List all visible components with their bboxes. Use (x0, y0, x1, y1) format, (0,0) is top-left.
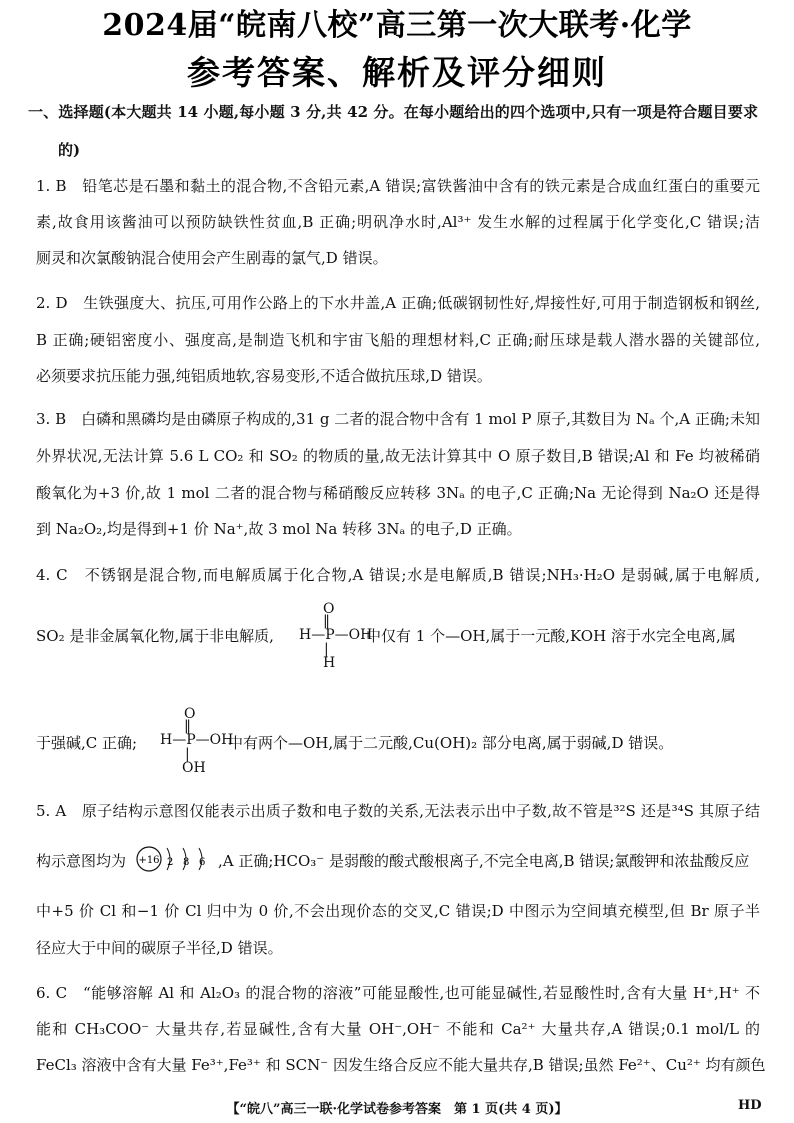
q6-line1: 6. C “能够溶解 Al 和 Al₂O₃ 的混合物的溶液”可能显酸性,也可能显碱性,若显酸性时,含有大量 H⁺,H⁺ 不 (36, 984, 760, 1002)
q2-line3: 必须要求抗压能力强,纯铝质地软,容易变形,不适合做抗压球,D 错误。 (36, 367, 492, 385)
q3-line4: 到 Na₂O₂,均是得到+1 价 Na⁺,故 3 mol Na 转移 3Nₐ 的电子,D 正确。 (36, 520, 522, 538)
struct2-top-o: O (184, 706, 196, 722)
section-heading: 一、选择题(本大题共 14 小题,每小题 3 分,共 42 分。在每小题给出的四个选项中,只有一项是符合题目要求 (28, 103, 758, 121)
q5-line4: 径应大于中间的碳原子半径,D 错误。 (36, 939, 283, 957)
q1-line2: 素,故食用该酱油可以预防缺铁性贫血,B 正确;明矾净水时,Al³⁺ 发生水解的过程属于化学变化,C 错误;洁 (36, 213, 760, 231)
struct2-double-bond: ‖ (184, 718, 191, 734)
q4-line2-post: 中仅有 1 个—OH,属于一元酸,KOH 溶于水完全电离,属 (366, 627, 736, 645)
struct1-bottom-h: H (323, 655, 336, 671)
title-line2: 参考答案、解析及评分细则 (187, 53, 607, 92)
q1-line1: 1. B 铅笔芯是石墨和黏土的混合物,不含铅元素,A 错误;富铁酱油中含有的铁元素是合成血红蛋白的重要元 (36, 177, 760, 195)
section-heading-cont: 的) (58, 141, 81, 159)
q6-line3: FeCl₃ 溶液中含有大量 Fe³⁺,Fe³⁺ 和 SCN⁻ 因发生络合反应不能大量共存,B 错误;虽然 Fe²⁺、Cu²⁺ 均有颜色 (36, 1056, 766, 1074)
struct2-main-chain: H—P—OH (160, 732, 234, 748)
q5-line3: 中+5 价 Cl 和−1 价 Cl 归中为 0 价,不会出现价态的交叉,C 错误;D 中图示为空间填充模型,但 Br 原子半 (36, 902, 760, 920)
shell-2-electrons: 8 (183, 857, 190, 868)
q5-line2-post: ,A 正确;HCO₃⁻ 是弱酸的酸式酸根离子,不完全电离,B 错误;氯酸钾和浓盐酸反应 (218, 852, 750, 870)
struct1-main-chain: H—P—OH (299, 627, 373, 643)
q3-line3: 酸氧化为+3 价,故 1 mol 二者的混合物与稀硝酸反应转移 3Nₐ 的电子,C 正确;Na 无论得到 Na₂O 还是得 (36, 484, 760, 502)
nucleus-charge: +16 (138, 855, 160, 866)
q2-line2: B 正确;硬铝密度小、强度高,是制造飞机和宇宙飞船的理想材料,C 正确;耐压球是载人潜水器的关键部位, (36, 331, 760, 349)
shell-3-electrons: 6 (199, 857, 206, 868)
struct1-double-bond: ‖ (323, 613, 330, 629)
q4-line3-pre: 于强碱,C 正确; (36, 734, 138, 752)
q1-line3: 厕灵和次氯酸钠混合使用会产生剧毒的氯气,D 错误。 (36, 249, 388, 267)
struct2-single-bond: | (185, 746, 190, 762)
shell-1-electrons: 2 (167, 857, 174, 868)
struct2-bottom-oh: OH (182, 760, 206, 776)
page-footer: 【“皖八”高三一联·化学试卷参考答案 第 1 页(共 4 页)】 (226, 1102, 568, 1117)
q4-line3-post: 中有两个—OH,属于二元酸,Cu(OH)₂ 部分电离,属于弱碱,D 错误。 (228, 734, 674, 752)
struct1-top-o: O (323, 601, 335, 617)
q5-line1: 5. A 原子结构示意图仅能表示出质子数和电子数的关系,无法表示出中子数,故不管是³²S 还是³⁴S 其原子结 (36, 802, 760, 820)
sulfur-atom-structure-diagram (135, 844, 217, 874)
title-line1: 2024届“皖南八校”高三第一次大联考·化学 (102, 8, 692, 43)
q3-line1: 3. B 白磷和黑磷均是由磷原子构成的,31 g 二者的混合物中含有 1 mol P 原子,其数目为 Nₐ 个,A 正确;未知 (36, 410, 760, 428)
q6-line2: 能和 CH₃COO⁻ 大量共存,若显碱性,含有大量 OH⁻,OH⁻ 不能和 Ca²⁺ 大量共存,A 错误;0.1 mol/L 的 (36, 1020, 760, 1038)
q2-line1: 2. D 生铁强度大、抗压,可用作公路上的下水井盖,A 正确;低碳钢韧性好,焊接性好,可用于制造钢板和钢丝, (36, 294, 760, 312)
q4-line1: 4. C 不锈钢是混合物,而电解质属于化合物,A 错误;水是电解质,B 错误;NH₃·H₂O 是弱碱,属于电解质, (36, 566, 760, 584)
struct1-single-bond: | (324, 641, 329, 657)
q5-line2-pre: 构示意图均为 (36, 852, 127, 870)
q3-line2: 外界状况,无法计算 5.6 L CO₂ 和 SO₂ 的物质的量,故无法计算其中 O 原子数目,B 错误;Al 和 Fe 均被稀硝 (36, 447, 760, 465)
footer-code: HD (738, 1098, 762, 1113)
q4-line2-pre: SO₂ 是非金属氧化物,属于非电解质, (36, 627, 274, 645)
